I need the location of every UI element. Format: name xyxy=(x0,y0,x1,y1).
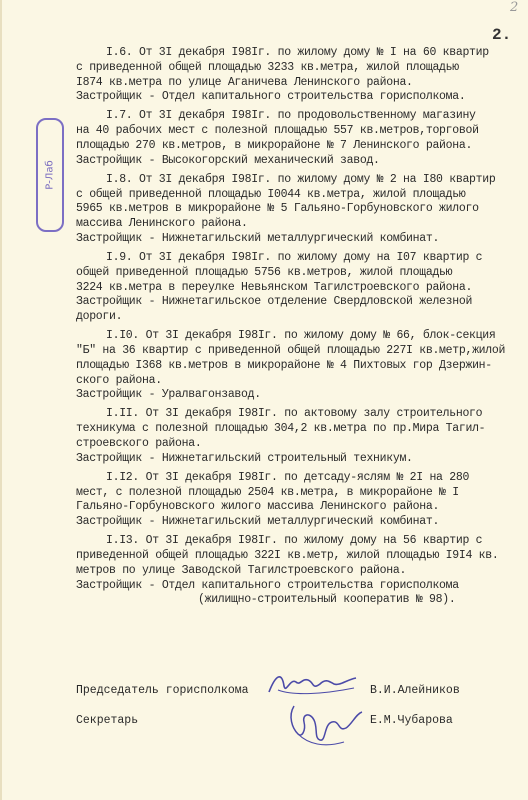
paragraph-line: на 40 рабочих мест с полезной площадью 557 кв.метров,торговой xyxy=(76,124,479,138)
paragraph-line: приведенной общей площадью 322I кв.метр, жилой площадью I9I4 кв. xyxy=(76,549,499,562)
paragraph-line: метров по улице Заводской Тагилстроевского района. xyxy=(76,563,407,577)
paragraph-line: Застройщик - Отдел капитального строительства горисполкома xyxy=(76,578,459,592)
paragraph-line: Застройщик - Отдел капитального строительства горисполкома. xyxy=(76,90,466,104)
paragraph-line: с общей приведенной площадью I0044 кв.метра, жилой площадью xyxy=(76,187,466,201)
secretary-signature xyxy=(284,694,368,750)
paragraph-line: (жилищно-строительный кооператив № 98). xyxy=(198,593,456,607)
paragraph-first-line: I.II. От 3I декабря I98Iг. по актовому залу строительного xyxy=(106,407,483,421)
paragraph-line: дороги. xyxy=(76,310,123,324)
paragraph-line: с приведенной общей площадью 3233 кв.метра, жилой площадью xyxy=(76,60,459,74)
paragraph-first-line: I.6. От 3I декабря I98Iг. по жилому дому № I на 60 квартир xyxy=(106,46,489,59)
paragraph-first-line: I.8. От 3I декабря I98Iг. по жилому дому № 2 на I80 квартир xyxy=(106,172,496,186)
corner-mark: 2 xyxy=(510,0,519,15)
paragraph-line: массива Ленинского района. xyxy=(76,217,248,231)
archive-stamp xyxy=(36,118,64,232)
page-number: 2. xyxy=(492,26,512,44)
secretary-title: Секретарь xyxy=(76,714,139,727)
paragraph-line: ского района. xyxy=(76,373,162,387)
paragraph-first-line: I.7. От 3I декабря I98Iг. по продовольственному магазину xyxy=(106,109,476,123)
paragraph-line: Застройщик - Нижнетагильское отделение Свердловской железной xyxy=(76,295,473,309)
paragraph-first-line: I.I2. От 3I декабря I98Iг. по детсаду-яслям № 2I на 280 xyxy=(106,470,470,484)
paragraph-line: Застройщик - Высокогорский механический завод. xyxy=(76,153,380,167)
paragraph-line: площадью I368 кв.метров в микрорайоне № 4 Пихтовых гор Дзержин- xyxy=(76,358,492,372)
paragraph-line: мест, с полезной площадью 2504 кв.метра, в микрорайоне № I xyxy=(76,485,459,499)
paragraph-line: Застройщик - Уралвагонзавод. xyxy=(76,388,261,402)
secretary-name: Е.М.Чубарова xyxy=(370,714,453,727)
paragraph-line: общей приведенной площадью 5756 кв.метров, жилой площадью xyxy=(76,265,453,279)
paragraph-line: техникума с полезной площадью 304,2 кв.метра по пр.Мира Тагил- xyxy=(76,422,486,436)
paragraph-line: 3224 кв.метра в переулке Невьянском Тагилстроевского района. xyxy=(76,280,473,294)
chair-name: В.И.Алейников xyxy=(370,684,460,697)
paragraph-line: строевского района. xyxy=(76,437,202,450)
chair-title: Председатель горисполкома xyxy=(76,684,249,697)
paragraph-line: 5965 кв.метров в микрорайоне № 5 Гальяно-Горбуновского жилого xyxy=(76,202,479,216)
paragraph-first-line: I.I0. От 3I декабря I98Iг. по жилому дому № 66, блок-секция xyxy=(106,329,496,343)
paragraph-line: "Б" на 36 квартир с приведенной общей площадью 227I кв.метр,жилой xyxy=(76,344,506,357)
paragraph-first-line: I.I3. От 3I декабря I98Iг. по жилому дому на 56 квартир с xyxy=(106,534,483,548)
paragraph-line: Застройщик - Нижнетагильский металлургический комбинат. xyxy=(76,515,440,529)
stamp-text: Р-Лаб xyxy=(44,160,56,190)
paragraph-line: Застройщик - Нижнетагильский металлургический комбинат. xyxy=(76,232,440,245)
paragraph-line: Застройщик - Нижнетагильский строительный техникум. xyxy=(76,451,413,465)
paragraph-line: Гальяно-Горбуновского жилого массива Ленинского района. xyxy=(76,500,440,514)
paragraph-first-line: I.9. От 3I декабря I98Iг. по жилому дому на I07 квартир с xyxy=(106,251,483,264)
paragraph-line: I874 кв.метра по улице Аганичева Ленинского района. xyxy=(76,75,413,89)
paragraph-line: площадью 270 кв.метров, в микрорайоне № 7 Ленинского района. xyxy=(76,139,473,152)
